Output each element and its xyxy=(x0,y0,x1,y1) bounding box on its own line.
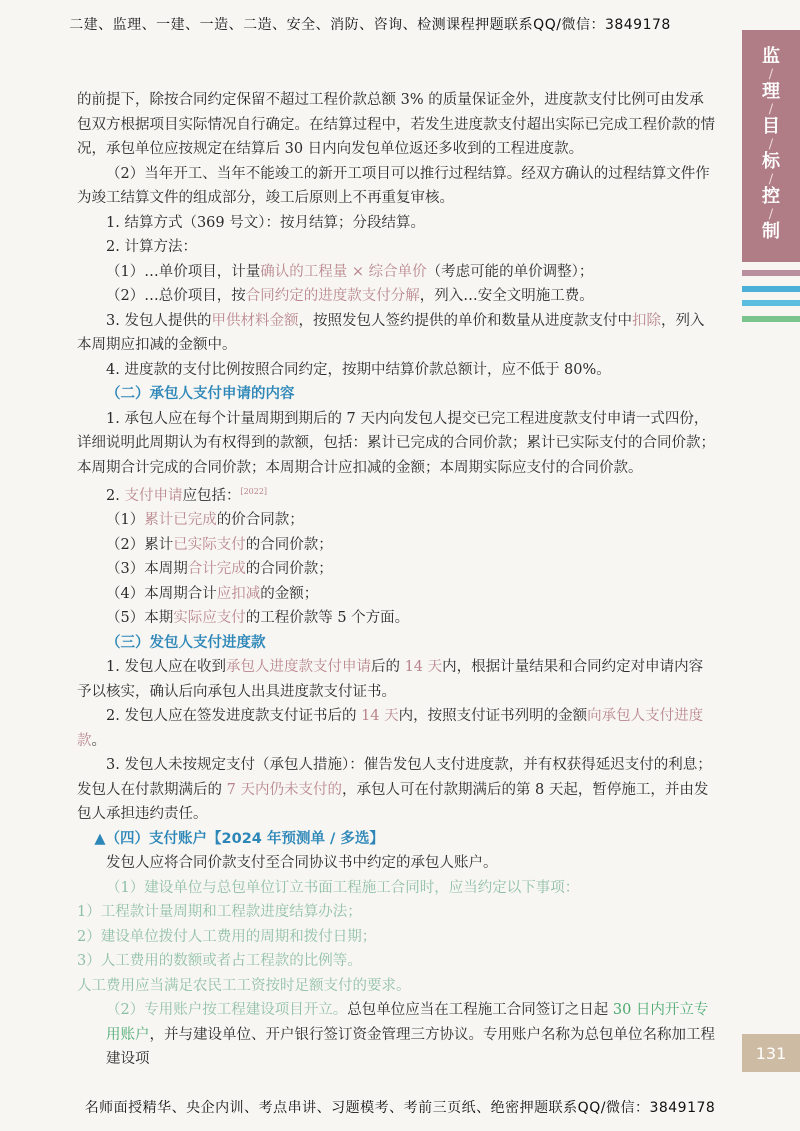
text-span: （2）…总价项目，按 xyxy=(106,288,246,304)
text-span: （1）…单价项目，计量 xyxy=(106,263,261,280)
text-span: （4）本周期合计 xyxy=(106,585,217,602)
text-span: 的合同价款； xyxy=(245,561,333,578)
highlight-text: 承包人进度款支付申请 xyxy=(225,659,371,676)
highlight-text: 甲供材料金额 xyxy=(211,312,299,329)
list-item xyxy=(77,582,717,607)
chapter-char: 制 xyxy=(762,221,780,242)
decor-stripe xyxy=(742,316,800,322)
decor-stripe xyxy=(742,286,800,292)
text-span: ，列入本周期应扣减的金额中。 xyxy=(77,312,705,353)
highlight-text: 14 天 xyxy=(361,708,399,725)
text-span: 3. 发包人提供的 xyxy=(106,312,212,329)
text-span: 1. 发包人应在收到 xyxy=(106,659,226,676)
text-span: （3）本周期 xyxy=(106,561,188,578)
paragraph: 1. 承包人应在每个计量周期到期后的 7 天内向发包人提交已完工程进度款支付申请一式四份，详细说明此周期认为有权得到的款额，包括：累计已完成的合同价款；累计已实际支付的合同价款；本周期合计完成的合同价款；本周期合计应扣减的金额；本周期实际应支付的合同价款。 xyxy=(77,410,715,476)
text-span: 的金额； xyxy=(260,585,319,602)
section-heading: ▲（四）支付账户【2024 年预测单 / 多选】 xyxy=(94,830,384,847)
footer-banner: 名师面授精华、央企内训、考点串讲、习题模考、考前三页纸、绝密押题联系QQ/微信：3849178 xyxy=(84,1100,716,1116)
list-item xyxy=(77,533,717,558)
list-item xyxy=(77,557,717,582)
chapter-char: 目 xyxy=(762,116,780,137)
list-item xyxy=(77,480,717,508)
text-span: 3. 发包人未按规定支付（承包人措施）：催告发包人支付进度款，并有权获得延迟支付的利息；发包人在付款期满后的 xyxy=(77,757,712,798)
text-span: 的工程价款等 5 个方面。 xyxy=(245,610,410,627)
list-item xyxy=(77,260,717,285)
list-item xyxy=(77,284,717,309)
paragraph xyxy=(77,704,717,753)
highlight-text: 已实际支付 xyxy=(173,536,246,553)
list-item: 1. 结算方式（369 号文）：按月结算；分段结算。 xyxy=(106,214,425,231)
highlight-text: 实际应支付 xyxy=(173,610,246,627)
highlight-text: 合计完成 xyxy=(187,561,246,578)
text-span: 2. xyxy=(106,487,125,504)
highlight-text: 30 日内开立专用账户 xyxy=(106,1002,709,1043)
divider-slash: / xyxy=(768,67,774,82)
text-span: 应包括： xyxy=(182,487,241,504)
list-item: 3）人工费用的数额或者占工程款的比例等。 xyxy=(77,953,362,970)
highlight-text: 扣除 xyxy=(631,312,661,329)
list-item: 2）建设单位拨付人工费用的周期和拨付日期； xyxy=(77,928,377,945)
chapter-char: 监 xyxy=(762,46,780,67)
divider-slash: / xyxy=(768,172,774,187)
page-number-tab: 131 xyxy=(742,1034,800,1072)
list-item: （1）建设单位与总包单位订立书面工程施工合同时，应当约定以下事项： xyxy=(106,879,580,896)
paragraph: 4. 进度款的支付比例按照合同约定，按期中结算价款总额计，应不低于 80%。 xyxy=(106,361,611,378)
paragraph xyxy=(77,655,717,704)
text-span: 的价合同款； xyxy=(216,512,304,529)
decor-stripe xyxy=(742,270,800,276)
text-span: （1） xyxy=(106,512,145,529)
text-span: 后的 xyxy=(370,659,405,676)
list-item: 2. 计算方法： xyxy=(106,239,197,255)
highlight-text: 合同约定的进度款支付分解 xyxy=(245,288,420,304)
text-span: 。 xyxy=(91,732,106,749)
highlight-text: 应扣减 xyxy=(216,585,261,602)
highlight-text: 确认的工程量 × 综合单价 xyxy=(260,263,427,280)
text-span: 的合同价款； xyxy=(245,536,333,553)
paragraph: （2）当年开工、当年不能竣工的新开工项目可以推行过程结算。经双方确认的过程结算文件作为竣工结算文件的组成部分，竣工后原则上不再重复审核。 xyxy=(77,165,710,206)
text-span: ，按照发包人签约提供的单价和数量从进度款支付中 xyxy=(298,312,632,329)
chapter-char: 理 xyxy=(762,81,780,102)
paragraph xyxy=(77,309,717,358)
paragraph: 发包人应将合同价款支付至合同协议书中约定的承包人账户。 xyxy=(106,855,498,872)
faded-text: （2）专用账户按工程建设项目开立。 xyxy=(106,1002,348,1019)
highlight-text: 累计已完成 xyxy=(144,512,217,529)
list-item xyxy=(77,606,717,631)
text-span: 总包单位应当在工程施工合同签订之日起 xyxy=(347,1002,613,1019)
year-tag: [2022] xyxy=(240,487,268,496)
chapter-char: 标 xyxy=(762,151,780,172)
section-heading: （二）承包人支付申请的内容 xyxy=(106,386,295,402)
chapter-char: 控 xyxy=(762,186,780,207)
text-span: （2）累计 xyxy=(106,536,174,553)
highlight-text: 向承包人支付进度款 xyxy=(77,708,704,749)
decor-stripe xyxy=(742,300,800,306)
paragraph xyxy=(77,753,717,827)
text-span: （5）本期 xyxy=(106,610,174,627)
section-heading: （三）发包人支付进度款 xyxy=(106,634,266,651)
text-span: 内，根据计量结果和合同约定对申请内容予以核实，确认后向承包人出具进度款支付证书。 xyxy=(77,659,704,700)
text-span: 内，按照支付证书列明的金额 xyxy=(398,708,588,725)
divider-slash: / xyxy=(768,207,774,222)
header-banner: 二建、监理、一建、一造、二造、安全、消防、咨询、检测课程押题联系QQ/微信：3849178 xyxy=(69,17,671,33)
divider-slash: / xyxy=(768,102,774,117)
text-span: （考虑可能的单价调整）； xyxy=(426,263,594,280)
paragraph xyxy=(77,998,717,1072)
chapter-tab xyxy=(742,30,800,262)
paragraph: 人工费用应当满足农民工工资按时足额支付的要求。 xyxy=(77,977,411,994)
text-span: ，列入…安全文明施工费。 xyxy=(419,288,594,304)
text-span: ，承包人可在付款期满后的第 8 天起，暂停施工，并由发包人承担违约责任。 xyxy=(77,781,709,823)
text-span: ，并与建设单位、开户银行签订资金管理三方协议。专用账户名称为总包单位名称加工程建设项 xyxy=(106,1026,715,1068)
highlight-text: 7 天内仍未支付的 xyxy=(226,781,342,798)
list-item: 1）工程款计量周期和工程款进度结算办法； xyxy=(77,904,362,921)
text-span: 2. 发包人应在签发进度款支付证书后的 xyxy=(106,708,362,725)
highlight-text: 支付申请 xyxy=(124,487,183,504)
list-item xyxy=(77,508,717,533)
page-content xyxy=(77,88,717,1072)
paragraph: 的前提下，除按合同约定保留不超过工程价款总额 3% 的质量保证金外，进度款支付比例可由发承包双方根据项目实际情况自行确定。在结算过程中，若发生进度款支付超出实际已完成工程价款的情况，承包单位应按规定在结算后 30 日内向发包单位返还多收到的工程进度款。 xyxy=(77,92,715,157)
highlight-text: 14 天 xyxy=(404,659,443,676)
divider-slash: / xyxy=(768,137,774,152)
